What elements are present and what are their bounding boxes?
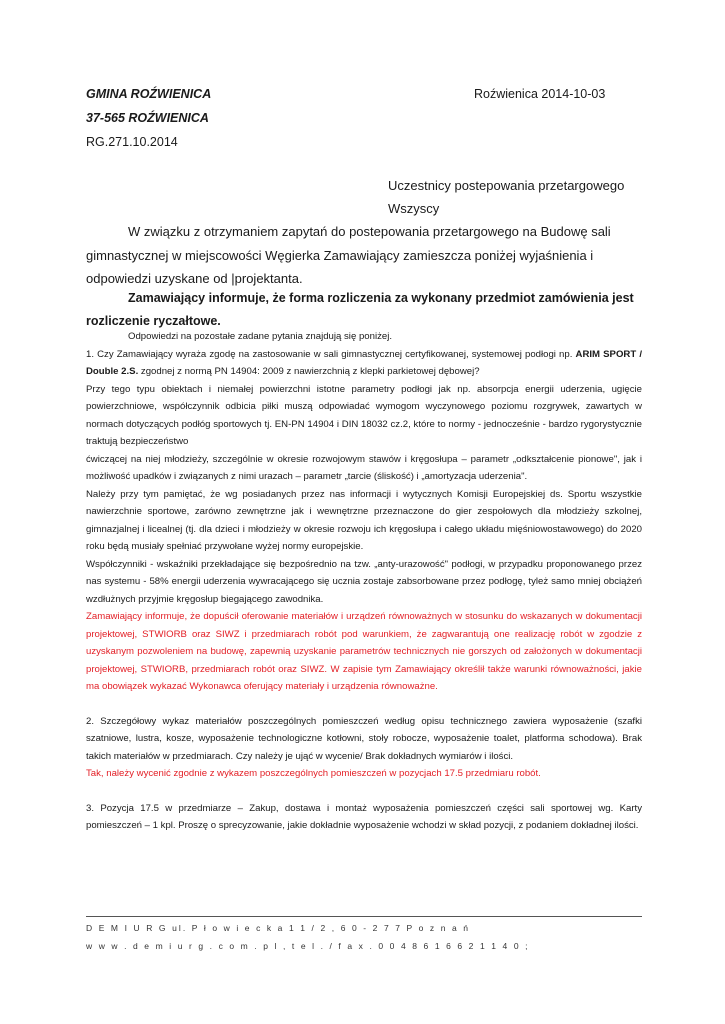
footer-address: D E M I U R G ul. P ł o w i e c k a 1 1 / 2 , 6 0 - 2 7 7 P o z n a ń: [86, 923, 471, 933]
recipient-line: Wszyscy: [388, 201, 440, 216]
footer-contact: w w w . d e m i u r g . c o m . p l , t e l . / f a x . 0 0 4 8 6 1 6 6 2 1 1 4 0 ;: [86, 941, 530, 951]
reference-number: RG.271.10.2014: [86, 135, 178, 149]
question-3: 3. Pozycja 17.5 w przedmiarze – Zakup, dostawa i montaż wyposażenia pomieszczeń części sali sportowej wg. Karty pomieszczeń – 1 kpl. Proszę o sprecyzowanie, jakie dokładnie wyposażenie wchodzi w skład pozycji, z podaniem dokładnej ilości.: [86, 802, 642, 831]
municipality-name: GMINA ROŹWIENICA: [86, 87, 212, 101]
footer-divider: [86, 916, 642, 917]
answer-2: Tak, należy wycenić zgodnie z wykazem poszczególnych pomieszczeń w pozycjach 17.5 przedmiaru robót.: [86, 768, 541, 779]
notice-line: rozliczenie ryczałtowe.: [86, 314, 221, 328]
question-1-detail: Należy przy tym pamiętać, że wg posiadanych przez nas informacji i wytycznych Komisji Europejskiej ds. Sportu wszystkie nawierzchnie sportowe, zarówno zewnętrzne jak i wewnętrzne przeznaczone do gier zespołowych dla młodzieży szkolnej, gimnazjalnej i licealnej (tj. dla dzieci i młodzieży w okresie rozwoju ich kręgosłupa i całego układu mięśniowostawowego) do 2020 roku będą musiały spełniać przywołane wyżej normy europejskie.: [86, 488, 642, 552]
question-1-detail: Przy tego typu obiektach i niemałej powierzchni istotne parametry podłogi jak np. absorpcja energii uderzenia, ugięcie powierzchniowe, współczynnik odbicia piłki muszą odpowiadać wymogom wyczynowego poziomu rozgrywek, zawartych w normach dotyczących podłóg sportowych tj. EN-PN 14904 i DIN 18032 cz.2, które to normy - jednocześnie - bardzo rygorystycznie traktują bezpieczeństwo: [86, 383, 642, 447]
intro-paragraph: [86, 220, 642, 291]
recipient-line: Uczestnicy postepowania przetargowego: [388, 178, 625, 193]
document-date: Roźwienica 2014-10-03: [474, 87, 606, 101]
questions-answers: [86, 328, 642, 835]
intro-line: odpowiedzi uzyskane od |projektanta.: [86, 271, 303, 286]
intro-line: gimnastycznej w miejscowości Węgierka Zamawiający zamieszcza poniżej wyjaśnienia i: [86, 247, 594, 263]
answer-1: Zamawiający informuje, że dopuścił oferowanie materiałów i urządzeń równoważnych w stosunku do wskazanych w dokumentacji projektowej, STWIORB oraz SIWZ i przedmiarach robót pod warunkiem, że zagwarantują one realizację robót w zgodzie z uzyskanym pozwoleniem na budowę, zapewnią uzyskanie parametrów technicznych nie gorszych od założonych w dokumentacji projektowej, STWIORB, przedmiarach robót oraz SIWZ. W zapisie tym Zamawiający określił także warunki równoważności, jakie ma obowiązek wykazać Wykonawca oferujący materiały i urządzenia równoważne.: [86, 611, 642, 692]
municipality-address: 37-565 ROŹWIENICA: [86, 111, 209, 125]
settlement-notice: [86, 287, 642, 333]
question-1-detail: Współczynniki - wskaźniki przekładające się bezpośrednio na tzw. „anty-urazowość" podłogi, w przypadku proponowanego przez nas systemu - 58% energii uderzenia wywracającego się ucznia zostaje zabsorbowane przez podłogę, tyleż samo mniej obciążeń wzdłużnych przyjmie kręgosłup biegającego zawodnika.: [86, 558, 642, 605]
notice-line: Zamawiający informuje, że forma rozliczenia za wykonany przedmiot zamówienia jest: [128, 291, 634, 305]
answers-intro: Odpowiedzi na pozostałe zadane pytania znajdują się poniżej.: [128, 331, 393, 342]
question-1: 1. Czy Zamawiający wyraża zgodę na zastosowanie w sali gimnastycznej certyfikowanej, systemowej podłogi np. ARIM SPORT / Double 2.S. zgodnej z normą PN 14904: 2009 z nawierzchnią z klepki parkietowej dębowej?: [86, 348, 642, 377]
intro-line: W związku z otrzymaniem zapytań do postepowania przetargowego na Budowę sali: [128, 224, 611, 239]
question-2: 2. Szczegółowy wykaz materiałów poszczególnych pomieszczeń według opisu technicznego zawiera wyposażenie (szafki szatniowe, lustra, kosze, wyposażenie technologiczne kotłowni, stoły robocze, wyposażenie toalet, platforma schodowa). Brak takich materiałów w przedmiarach. Czy należy je ująć w wycenie/ Brak dokładnych wymiarów i ilości.: [86, 715, 642, 762]
question-1-detail: ćwiczącej na niej młodzieży, szczególnie w okresie rozwojowym stawów i kręgosłupa – parametr „odkształcenie pionowe", jak i możliwość upadków i związanych z nimi urazach – parametr „tarcie (śliskość) i „amortyzacja uderzenia".: [86, 453, 642, 482]
